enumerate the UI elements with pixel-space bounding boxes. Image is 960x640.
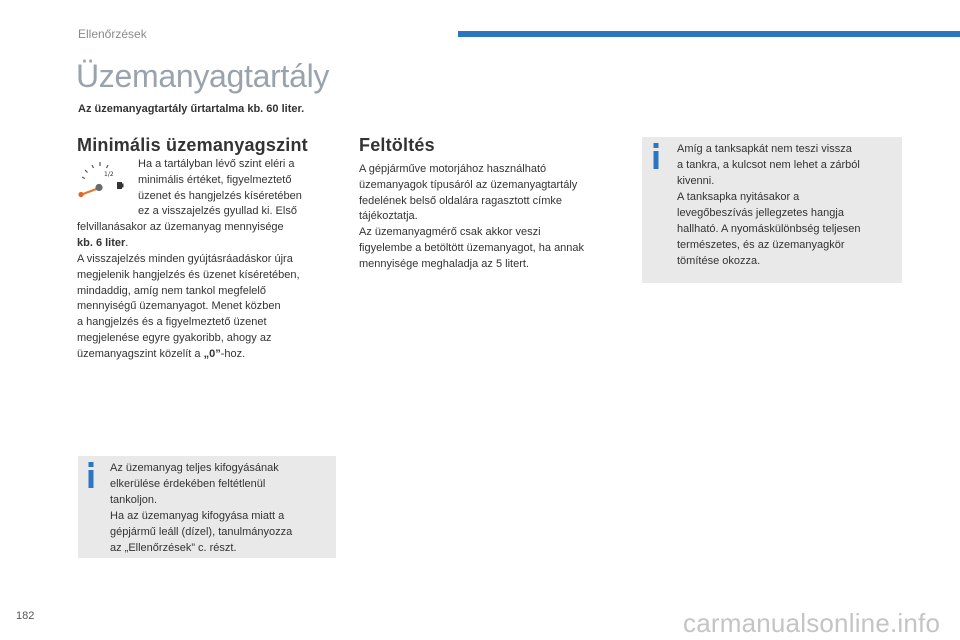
zero-level: „0” [203,347,221,360]
text-line: megjelenése egyre gyakoribb, ahogy az [77,331,272,344]
text-line: tömítése okozza. [677,255,761,267]
text-line: elkerülése érdekében feltétlenül [110,478,266,490]
text-line: fedelének belső oldalára ragasztott címke [359,194,563,207]
text-line: A visszajelzés minden gyújtásráadáskor újra [77,253,293,265]
text-span: . [125,236,129,249]
text-line: mennyisége meghaladja az 5 litert. [359,257,529,270]
text-line: gépjármű leáll (dízel), tanulmányozza [110,526,293,538]
text-span: üzemanyagszint közelít a [77,347,204,360]
page-title: Üzemanyagtartály [76,58,330,94]
text-line [77,236,284,252]
text-line: Ha az üzemanyag kifogyása miatt a [110,510,285,522]
capacity-note: Az üzemanyagtartály űrtartalma kb. 60 liter. [78,103,305,115]
text-line: üzenet és hangjelzés kíséretében [138,189,302,202]
fuel-amount: kb. 6 liter [77,236,126,249]
text-line: Az üzemanyagmérő csak akkor veszi [359,226,541,239]
text-line: Ha a tartályban lévő szint eléri a [138,158,295,170]
text-line: tankoljon. [110,494,158,506]
text-line: üzemanyagok típusáról az üzemanyagtartály [359,178,578,191]
text-line: mennyiségű üzemanyagot. Menet közben [77,300,281,313]
text-line: természetes, és az üzemanyagkör [677,239,845,251]
fuel-gauge-warning-icon [73,156,129,206]
min-level-paragraph-2 [77,252,300,363]
text-line: a hangjelzés és a figyelmeztető üzenet [77,316,267,329]
info-icon [651,143,661,169]
text-line: levegőbeszívás jellegzetes hangja [677,207,844,219]
refuel-paragraph [359,162,584,273]
text-line [77,347,300,363]
min-level-paragraph-1-indent [138,157,302,220]
text-line: A tanksapka nyitásakor a [677,191,800,203]
text-line: ez a visszajelzés gyullad ki. Első [138,205,297,218]
min-level-heading: Minimális üzemanyagszint [77,135,308,155]
info-tank-cap-text [677,141,860,269]
text-line: minimális értéket, figyelmeztető [138,173,292,186]
gauge-half-label: 1/2 [104,171,114,178]
min-level-paragraph-1-rest [77,220,284,252]
text-line: kivenni. [677,175,715,187]
text-line: Amíg a tanksapkát nem teszi vissza [677,143,852,155]
text-line: megjelenik hangjelzés és üzenet kíséretében, [77,268,300,281]
watermark: carmanualsonline.info [683,608,941,638]
text-line: A gépjárművе motorjához használható [359,163,547,175]
page-number: 182 [16,610,35,622]
header-accent-bar [458,31,960,37]
refuel-heading: Feltöltés [359,135,435,155]
info-icon [86,462,96,488]
text-line: hallható. A nyomáskülönbség teljesen [677,223,861,235]
text-line: figyelembe a betöltött üzemanyagot, ha annak [359,241,585,254]
section-header: Ellenőrzések [78,27,147,41]
text-span: -hoz. [220,347,246,360]
text-line: a tankra, a kulcsot nem lehet a zárból [677,159,860,171]
text-line: tájékoztatja. [359,210,418,223]
text-line: felvillanásakor az üzemanyag mennyisége [77,221,284,233]
text-line: az „Ellenőrzések” c. részt. [110,542,237,554]
text-line: mindaddig, amíg nem tankol megfelelő [77,284,266,297]
info-fuel-out-text [110,460,292,556]
text-line: Az üzemanyag teljes kifogyásának [110,462,279,474]
